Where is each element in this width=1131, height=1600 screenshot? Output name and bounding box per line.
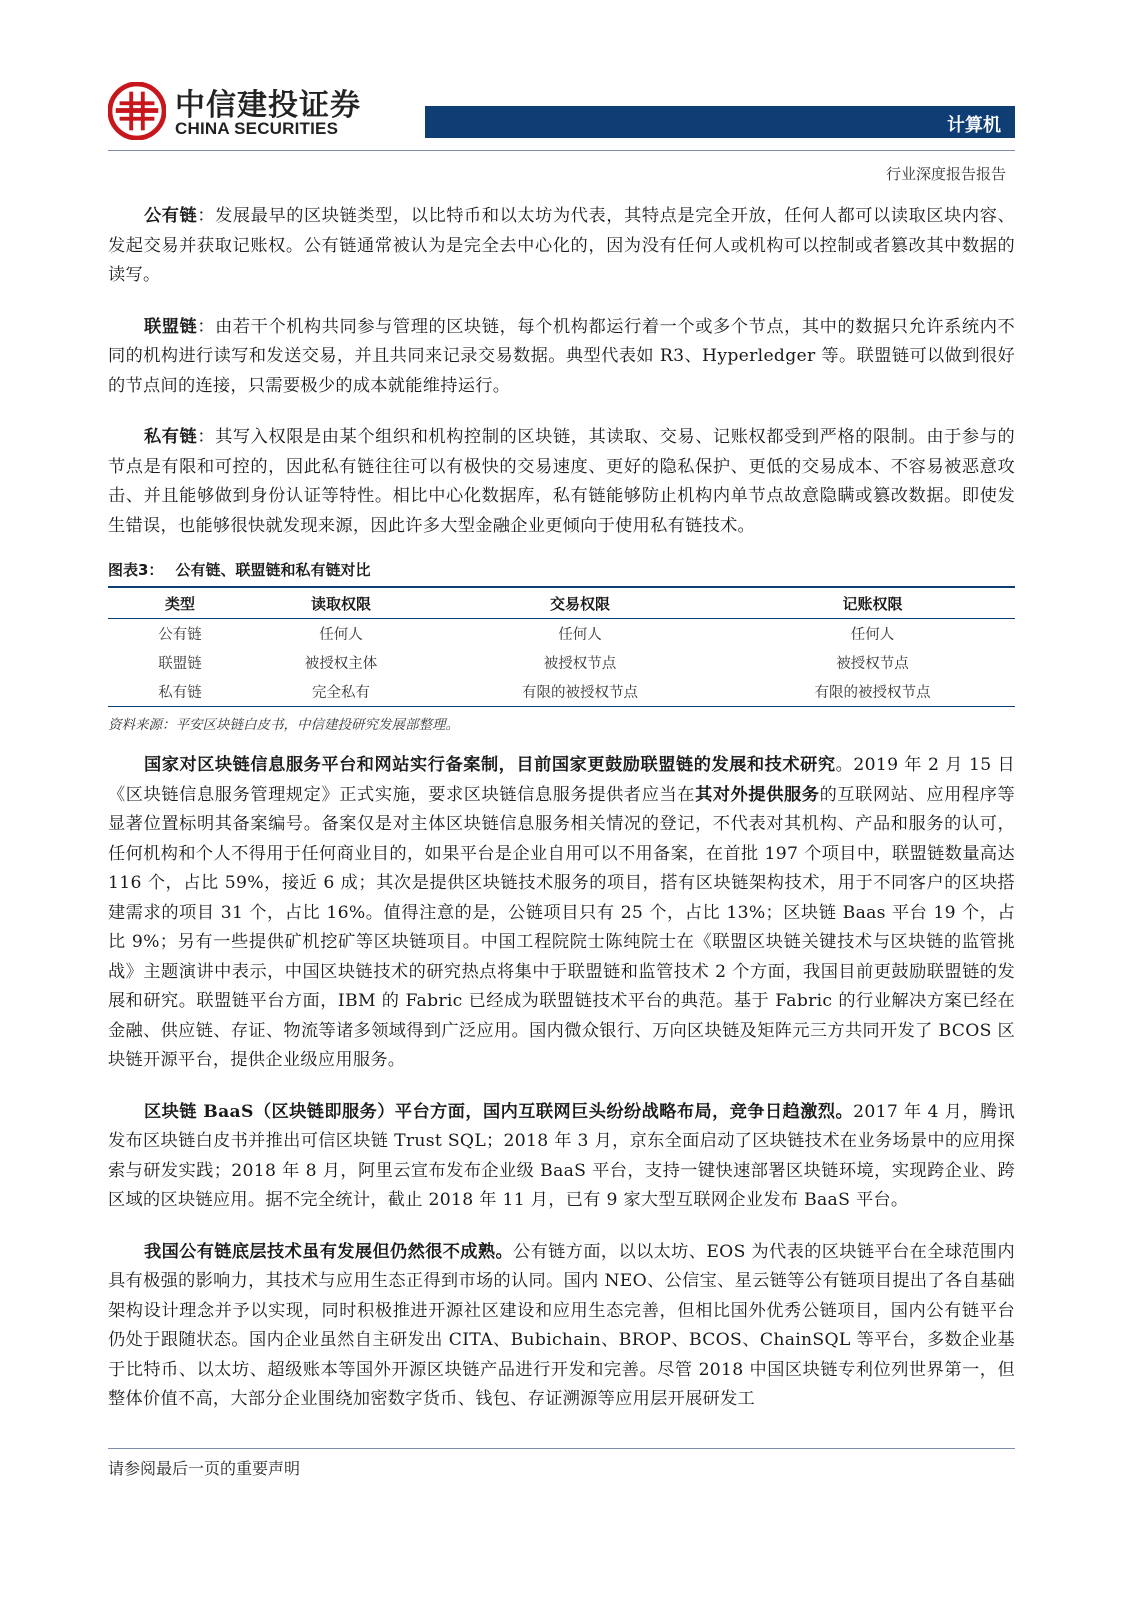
- paragraph-emphasis: 其对外提供服务: [695, 784, 820, 805]
- paragraph-public-chain: [108, 202, 1015, 291]
- table-source-note: 资料来源：平安区块链白皮书，中信建投研究发展部整理。: [108, 717, 459, 733]
- paragraph-text: ：其写入权限是由某个组织和机构控制的区块链，其读取、交易、记账权都受到严格的限制。由于参与的节点是有限和可控的，因此私有链往往可以有极快的交易速度、更好的隐私保护、更低的交易成本、不容易被恶意攻击、并且能够做到身份认证等特性。相比中心化数据库，私有链能够防止机构内单节点故意隐瞒或篡改数据。即使发生错误，也能够很快就发现来源，因此许多大型金融企业更倾向于使用私有链技术。: [108, 427, 1015, 536]
- sector-banner: [425, 106, 1015, 138]
- table-header-row: [108, 587, 1015, 619]
- table-cell: 公有链: [158, 627, 202, 643]
- disclaimer-note: 请参阅最后一页的重要声明: [108, 1459, 301, 1478]
- table-row: [108, 648, 1015, 677]
- page-header: [0, 0, 1131, 200]
- report-body: [108, 202, 1015, 1415]
- paragraph-text: 的互联网站、应用程序等显著位置标明其备案编号。备案仅是对主体区块链信息服务相关情况的登记，不代表对其机构、产品和服务的认可，任何机构和个人不得用于任何商业目的，如果平台是企业自用可以不用备案，在首批 197 个项目中，联盟链数量高达 116 个，占比 59%，接近 6 成；其次是提供区块链技术服务的项目，搭有区块链架构技术，用于不同客户的区块搭建需求的项目 31 个，占比 16%。值得注意的是，公链项目只有 25 个，占比 13%；区块链 Baas 平台 19 个，占比 9%；另有一些提供矿机挖矿等区块链项目。中国工程院院士陈纯院士在《联盟区块链关键技术与区块链的监管挑战》主题演讲中表示，中国区块链技术的研究热点将集中于联盟链和监管技术 2 个方面，我国目前更鼓励联盟链的发展和研究。联盟链平台方面，IBM 的 Fabric 已经成为联盟链技术平台的典范。基于 Fabric 的行业解决方案已经在金融、供应链、存证、物流等诸多领域得到广泛应用。国内微众银行、万向区块链及矩阵元三方共同开发了 BCOS 区块链开源平台，提供企业级应用服务。: [108, 784, 1015, 1070]
- paragraph-lead: 公有链: [144, 206, 198, 226]
- figure-title: [108, 559, 1015, 580]
- table-cell: 被授权节点: [543, 656, 617, 672]
- paragraph-private-chain: [108, 423, 1015, 541]
- table-cell: 有限的被授权节点: [522, 685, 638, 701]
- paragraph-text: 。2019 年 2 月 15 日《区块链信息服务管理规定》正式实施，要求区块链信息服务提供者应当在: [108, 755, 1016, 805]
- table-header-cell: 记账权限: [730, 587, 1015, 619]
- table-cell: 完全私有: [312, 685, 370, 701]
- china-securities-logo-icon: [108, 82, 166, 140]
- table-cell: 私有链: [158, 685, 202, 701]
- table-cell: 有限的被授权节点: [814, 685, 931, 701]
- paragraph-filing-system: [108, 751, 1015, 1076]
- paragraph-text: ：由若干个机构共同参与管理的区块链，每个机构都运行着一个或多个节点，其中的数据只允许系统内不同的机构进行读写和发送交易，并且共同来记录交易数据。典型代表如 R3、Hyperledger 等。联盟链可以做到很好的节点间的连接，只需要极少的成本就能维持运行。: [108, 316, 1015, 396]
- paragraph-lead: 区块链 BaaS（区块链即服务）平台方面，国内互联网巨头纷纷战略布局，竞争日趋激烈。: [144, 1101, 854, 1122]
- table-cell: 被授权主体: [304, 656, 378, 672]
- table-cell: 被授权节点: [836, 656, 909, 672]
- paragraph-lead: 联盟链: [144, 316, 198, 337]
- table-cell: 任何人: [558, 627, 602, 643]
- table-header-cell: 读取权限: [252, 587, 430, 619]
- paragraph-lead: 我国公有链底层技术虽有发展但仍然很不成熟。: [144, 1241, 514, 1262]
- paragraph-baas: [108, 1098, 1015, 1216]
- paragraph-text: ：发展最早的区块链类型，以比特币和以太坊为代表，其特点是完全开放，任何人都可以读取区块内容、发起交易并获取记账权。公有链通常被认为是完全去中心化的，因为没有任何人或机构可以控制或者篡改其中数据的读写。: [108, 206, 1015, 285]
- table-header-cell: 交易权限: [430, 587, 730, 619]
- paragraph-consortium-chain: [108, 313, 1015, 402]
- table-header-cell: 类型: [108, 587, 252, 619]
- table-cell: 任何人: [850, 627, 895, 643]
- footer-divider: [108, 1448, 1015, 1449]
- logo-chinese-name: 中信建投证券: [175, 88, 361, 123]
- report-type-label: 行业深度报告报告: [885, 165, 1006, 183]
- table-cell: 任何人: [319, 627, 363, 643]
- paragraph-lead: 私有链: [144, 427, 198, 447]
- table-row: [108, 619, 1015, 649]
- sector-label: 计算机: [947, 115, 1001, 136]
- header-divider: [108, 150, 1015, 151]
- paragraph-text: 公有链方面，以以太坊、EOS 为代表的区块链平台在全球范围内具有极强的影响力，其技术与应用生态正得到市场的认同。国内 NEO、公信宝、星云链等公有链项目提出了各自基础架构设计理念并予以实现，同时积极推进开源社区建设和应用生态完善，但相比国外优秀公链项目，国内公有链平台仍处于跟随状态。国内企业虽然自主研发出 CITA、Bubichain、BROP、BCOS、ChainSQL 等平台，多数企业基于比特币、以太坊、超级账本等国外开源区块链产品进行开发和完善。尽管 2018 中国区块链专利位列世界第一，但整体价值不高，大部分企业围绕加密数字货币、钱包、存证溯源等应用层开展研发工: [108, 1241, 1015, 1409]
- table-row: [108, 677, 1015, 707]
- figure-number: 图表3：: [108, 561, 164, 579]
- paragraph-public-chain-tech: [108, 1238, 1015, 1415]
- table-cell: 联盟链: [158, 656, 202, 672]
- logo-english-name: CHINA SECURITIES: [175, 119, 339, 138]
- paragraph-lead: 国家对区块链信息服务平台和网站实行备案制，目前国家更鼓励联盟链的发展和技术研究: [144, 755, 836, 775]
- figure-caption: 公有链、联盟链和私有链对比: [175, 561, 371, 579]
- comparison-table: [108, 586, 1015, 707]
- paragraph-text: 2017 年 4 月，腾讯发布区块链白皮书并推出可信区块链 Trust SQL；2018 年 3 月，京东全面启动了区块链技术在业务场景中的应用探索与研发实践；2018 年 8 月，阿里云宣布发布企业级 BaaS 平台，支持一键快速部署区块链环境，实现跨企业、跨区域的区块链应用。据不完全统计，截止 2018 年 11 月，已有 9 家大型互联网企业发布 BaaS 平台。: [108, 1101, 1015, 1210]
